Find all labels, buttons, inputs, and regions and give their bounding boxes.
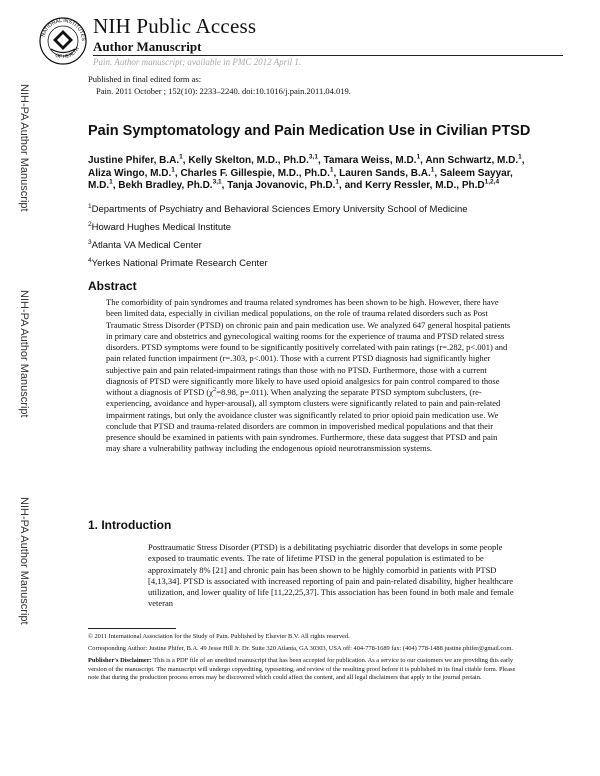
abstract-body: The comorbidity of pain syndromes and trauma related syndromes has been shown to be high. However, there have been limited data, especially in civilian medical populations, on the role of trauma related disorders such as Post Traumatic Stress Disorder (PTSD) on chronic pain and pain medication use. We analyzed 647 general hospital patients in primary care and obstetrics and gynecological waiting rooms for the experience of trauma and PTSD related stress disorders. PTSD symptoms were found to be significantly positively correlated with pain ratings (r=.282, p<.001) and pain related function impairment (r=.303, p<.001). Those with a current PTSD diagnosis had significantly higher subjective pain and pain related-impairment ratings than those with no PTSD. Furthermore, those with a current diagnosis of PTSD were significantly more likely to have used opioid analgesics for pain control compared to those without a diagnosis of PTSD ($\chi^2=8.98$, p=.011). When analyzing the separate PTSD symptom subclusters, (re-experiencing, avoidance and hyper-arousal), all symptom clusters were significantly related to pain and pain-related impairment ratings, but only the avoidance cluster was significantly related to prior opioid pain medication use. We conclude that PTSD and trauma-related disorders are common in impoverished medical populations and that their presence should be examined in patients with pain syndromes. Furthermore, these data suggest that PTSD and pain may share a vulnerability pathway including the endogenous opioid neurotransmission systems. [106,297,511,454]
author: Charles F. Gillespie, M.D., Ph.D. [180,167,330,179]
availability-note: Pain. Author manuscript; available in PMC 2012 April 1. [93,57,302,67]
author: Justine Phifer, B.A. [88,155,180,166]
author: Bekh Bradley, Ph.D. [118,180,213,192]
copyright-note: © 2011 International Association for the Study of Pain. Published by Elsevier B.V. All rights reserved. [88,633,350,640]
affiliation: $^2$Howard Hughes Medical Institute [88,220,232,233]
affiliation: $^3$Atlanta VA Medical Center [88,238,202,251]
author: Lauren Sands, B.A. [339,167,431,179]
author-manuscript-label: Author Manuscript [93,39,202,54]
author: Saleem Sayyar, M.D. [88,167,513,192]
affiliation: $^1$Departments of Psychiatry and Behavioral Sciences Emory University School of Medicine [88,202,468,215]
side-label-2: NIH-PA Author Manuscript [18,290,30,418]
paper-title: Pain Symptomatology and Pain Medication Use in Civilian PTSD [88,123,531,139]
author: Kerry Ressler, M.D., Ph.D [365,180,485,192]
svg-text:OF HEALTH: OF HEALTH [54,46,81,61]
introduction-body: Posttraumatic Stress Disorder (PTSD) is a debilitating psychiatric disorder that develops in some people exposed to traumatic events. The rate of lifetime PTSD in the general population is estimated to be approximately 8% [21] and chronic pain has been shown to be highly comorbid in patients with PTSD [4,13,34]. PTSD is associated with increased reporting of pain and pain-related disability, higher healthcare utilization, and lower quality of life [11,22,25,37]. This association has been found in both male and female veteran [148,542,514,609]
author: Kelly Skelton, M.D., Ph.D. [188,155,309,166]
affiliation: $^4$Yerkes National Primate Research Center [88,256,268,269]
publisher-disclaimer: Publisher's Disclaimer: This is a PDF file of an unedited manuscript that has been accepted for publication. As a service to our customers we are providing this early version of the manuscript. The manuscript will undergo copyediting, typesetting, and review of the resulting proof before it is published in its final citable form. Please note that during the production process errors may be discovered which could affect the content, and all legal disclaimers that apply to the journal pertain. [88,657,516,681]
author: Tamara Weiss, M.D. [323,155,417,166]
published-in-label: Published in final edited form as: [88,74,202,84]
author-list: Justine Phifer, B.A.$^1$, Kelly Skelton, M.D., Ph.D.$^{3,1}$, Tamara Weiss, M.D.$^1$, Ann Schwartz, M.D.$^1$, Aliza Wingo, M.D.$^1$, Charles F. Gillespie, M.D., Ph.D.$^1$, Lauren Sands, B.A.$^1$, Saleem Sayyar, M.D.$^1$, Bekh Bradley, Ph.D.$^{3,1}$, Tanja Jovanovic, Ph.D.$^1$, and Kerry Ressler, M.D., $Ph.D^{1,2,4}$ [88,153,525,192]
author: Tanja Jovanovic, Ph.D. [227,180,336,192]
side-label-3: NIH-PA Author Manuscript [18,497,30,625]
nih-public-access-title: NIH Public Access [93,14,257,38]
side-label-1: NIH-PA Author Manuscript [18,84,30,212]
author: Aliza Wingo, M.D. [88,167,172,179]
introduction-heading: 1. Introduction [88,518,172,532]
footnotes [88,633,518,686]
author: Ann Schwartz, M.D. [425,155,519,166]
svg-text:NATIONAL INSTITUTES: NATIONAL INSTITUTES [40,17,87,42]
footnote-rule [88,628,176,629]
nih-logo [38,16,88,66]
header-rule [93,55,563,56]
corresponding-author-note: Corresponding Author: Justine Phifer, B.A. 49 Jesse Hill Jr. Dr. Suite 320 Atlanta, GA 30303, USA off: 404-778-1689 fax: (404) 778-1488 justine.phifer@gmail.com. [88,645,513,653]
abstract-heading: Abstract [88,279,137,293]
journal-citation: Pain. 2011 October ; 152(10): 2233–2240. doi:10.1016/j.pain.2011.04.019. [96,86,351,96]
